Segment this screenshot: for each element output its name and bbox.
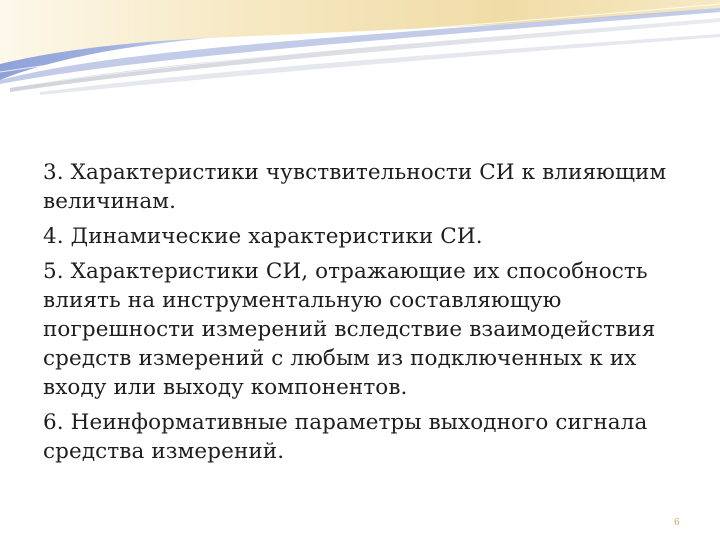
page-number: 6	[674, 518, 680, 528]
slide-body	[43, 158, 693, 472]
header-swoosh-decoration	[0, 0, 720, 95]
list-item-6: 6. Неинформативные параметры выходного сигнала средства измерений.	[43, 410, 648, 464]
list-item-4: 4. Динамические характеристики СИ.	[43, 224, 483, 249]
list-item-3: 3. Характеристики чувствительности СИ к влияющим величинам.	[43, 160, 667, 214]
list-item-5: 5. Характеристики СИ, отражающие их способность влиять на инструментальную составляющую погрешности измерений вследствие взаимодействия средств измерений с любым из подключенных к их входу или выходу компонентов.	[43, 259, 656, 400]
